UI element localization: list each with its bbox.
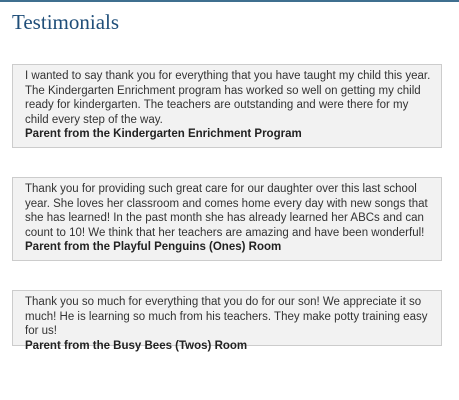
page-title: Testimonials [12, 10, 120, 34]
testimonial-attribution: Parent from the Playful Penguins (Ones) Room [25, 241, 282, 254]
testimonial-quote: I wanted to say thank you for everything that you have taught my child this year. The Kindergarten Enrichment program has worked so well on getting my child ready for kindergarten. The teachers are outstanding and were there for my child every step of the way. [25, 70, 431, 126]
testimonial-card [12, 290, 442, 352]
header-divider [0, 0, 459, 2]
testimonial-quote: Thank you for providing such great care for our daughter over this last school year. She loves her classroom and comes home every day with new songs that she has learned! In the past month she has already learned her ABCs and can count to 10! We think that her teachers are amazing and have been wonderful! [25, 183, 428, 239]
testimonial-card [12, 177, 442, 261]
testimonial-card [12, 64, 442, 148]
testimonial-attribution: Parent from the Busy Bees (Twos) Room [25, 339, 248, 352]
testimonial-attribution: Parent from the Kindergarten Enrichment Program [25, 128, 302, 141]
testimonial-quote: Thank you so much for everything that you do for our son! We appreciate it so much! He is learning so much from his teachers. They make potty training easy for us! [25, 296, 428, 338]
